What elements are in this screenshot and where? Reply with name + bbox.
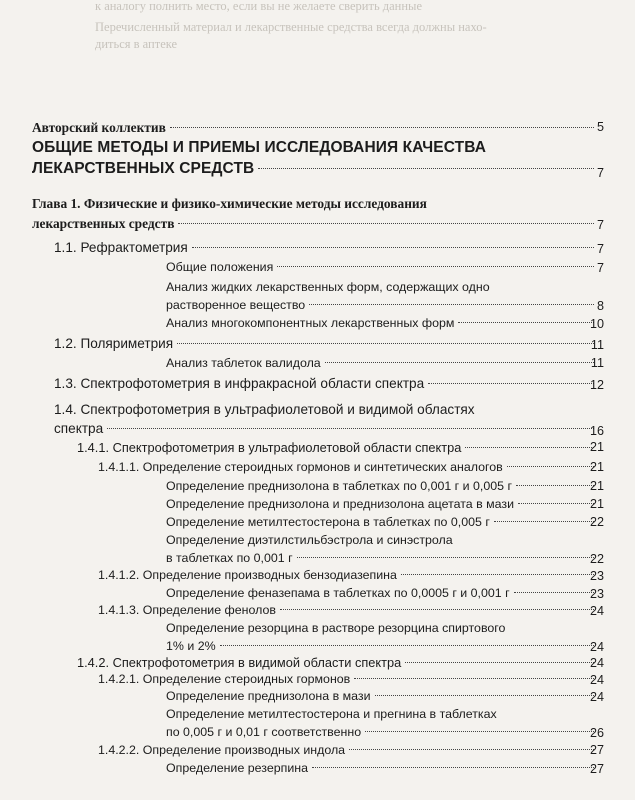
- toc-entry-title: Определение преднизолона в мази: [166, 689, 371, 703]
- toc-entry-title: 1.4.1.1. Определение стероидных гормонов и синтетических аналогов: [98, 460, 503, 474]
- toc-entry-resorcinol[interactable]: [166, 639, 598, 653]
- dot-leader: [354, 678, 594, 679]
- toc-page-number: 23: [589, 587, 604, 601]
- dot-leader: [405, 662, 594, 663]
- dot-leader: [178, 223, 594, 224]
- toc-entry-1-1-liquid[interactable]: [166, 298, 598, 312]
- toc-entry-1-2-validol[interactable]: [166, 356, 598, 370]
- toc-entry-pregnin[interactable]: [166, 725, 598, 739]
- toc-entry-resorcinol-line1[interactable]: Определение резорцина в растворе резорцина спиртового: [166, 621, 506, 635]
- toc-page-number: 21: [589, 440, 604, 454]
- dot-leader: [375, 695, 595, 696]
- toc-entry-title: Анализ многокомпонентных лекарственных форм: [166, 316, 455, 330]
- toc-entry-title: Определение метилтестостерона в таблетках по 0,005 г: [166, 515, 490, 529]
- toc-entry-title-line2: 1% и 2%: [166, 639, 216, 653]
- dot-leader: [309, 304, 594, 305]
- toc-entry-title: 1.1. Рефрактометрия: [54, 240, 188, 255]
- toc-entry-title: 1.4.1. Спектрофотометрия в ультрафиолетовой области спектра: [77, 440, 462, 455]
- toc-page-number: 24: [589, 673, 604, 687]
- toc-entry-title: Определение преднизолона и преднизолона ацетата в мази: [166, 497, 515, 511]
- toc-page-number: 27: [589, 762, 604, 776]
- toc-entry-phenazepam[interactable]: [166, 586, 598, 600]
- ghost-line: Перечисленный материал и лекарственные средства всегда должны нахо-: [95, 20, 487, 34]
- toc-page-number: 26: [589, 726, 604, 740]
- toc-page-number: 11: [590, 356, 604, 370]
- toc-entry-diethylstilbestrol[interactable]: [166, 551, 598, 565]
- toc-page-number: 27: [589, 743, 604, 757]
- dot-leader: [258, 168, 594, 169]
- toc-entry-1-4-1-1[interactable]: [98, 460, 598, 474]
- toc-entry-part[interactable]: [32, 160, 598, 178]
- toc-entry-title: Авторский коллектив: [32, 120, 166, 135]
- toc-entry-1-3[interactable]: [54, 376, 598, 391]
- ghost-line: диться в аптеке: [95, 37, 178, 51]
- toc-entry-1-4-2-1[interactable]: [98, 672, 598, 686]
- toc-entry-1-1-multicomponent[interactable]: [166, 316, 598, 330]
- toc-entry-1-1-liquid-line1[interactable]: Анализ жидких лекарственных форм, содержащих одно: [166, 280, 490, 294]
- toc-entry-1-4-line1[interactable]: 1.4. Спектрофотометрия в ультрафиолетовой и видимой областях: [54, 402, 475, 417]
- toc-page-number: 8: [596, 299, 604, 313]
- dot-leader: [297, 557, 594, 558]
- dot-leader: [325, 362, 594, 363]
- toc-entry-title: 1.3. Спектрофотометрия в инфракрасной области спектра: [54, 376, 425, 391]
- toc-page-number: 23: [589, 569, 604, 583]
- toc-entry-1-2[interactable]: [54, 336, 598, 351]
- dot-leader: [312, 767, 594, 768]
- toc-entry-title: Общие положения: [166, 260, 274, 274]
- toc-entry-title: Определение преднизолона в таблетках по 0,001 г и 0,005 г: [166, 479, 512, 493]
- dot-leader: [428, 383, 594, 384]
- toc-entry-title: 1.4.1.2. Определение производных бензодиазепина: [98, 568, 397, 582]
- toc-entry-reserpine[interactable]: [166, 761, 598, 775]
- toc-page-number: 5: [596, 120, 604, 134]
- toc-page-number: 10: [589, 317, 604, 331]
- toc-page-number: 22: [589, 552, 604, 566]
- toc-entry-title-line2: спектра: [54, 421, 104, 436]
- toc-entry-title-line2: в таблетках по 0,001 г: [166, 551, 293, 565]
- toc-part-title-line1[interactable]: ОБЩИЕ МЕТОДЫ И ПРИЕМЫ ИССЛЕДОВАНИЯ КАЧЕСТВА: [32, 139, 487, 156]
- toc-entry-chapter-1[interactable]: [32, 216, 598, 232]
- toc-entry-pregnin-line1[interactable]: Определение метилтестостерона и прегнина в таблетках: [166, 707, 497, 721]
- toc-entry-1-4-1[interactable]: [77, 440, 598, 455]
- toc-page-number: 7: [596, 218, 604, 232]
- toc-page-number: 24: [589, 604, 604, 618]
- toc-page-number: 7: [596, 261, 604, 275]
- toc-page-number: 21: [589, 497, 604, 511]
- toc-entry-prednisolone-tablets[interactable]: [166, 479, 598, 493]
- toc-entry-title: Анализ таблеток валидола: [166, 356, 321, 370]
- toc-part-title-line2: ЛЕКАРСТВЕННЫХ СРЕДСТВ: [32, 160, 255, 177]
- toc-entry-title: Определение феназепама в таблетках по 0,0005 г и 0,001 г: [166, 586, 510, 600]
- toc-page-number: 16: [589, 424, 604, 438]
- dot-leader: [365, 731, 594, 732]
- toc-entry-1-4[interactable]: [54, 421, 598, 436]
- toc-entry-title: 1.2. Поляриметрия: [54, 336, 174, 351]
- toc-page-number: 11: [590, 338, 604, 352]
- toc-entry-title: Определение резерпина: [166, 761, 308, 775]
- toc-entry-prednisolone-ointment-visible[interactable]: [166, 689, 598, 703]
- toc-entry-title: 1.4.2. Спектрофотометрия в видимой области спектра: [77, 655, 402, 670]
- toc-entry-diethylstilbestrol-line1[interactable]: Определение диэтилстильбэстрола и синэстрола: [166, 533, 453, 547]
- dot-leader: [170, 127, 594, 128]
- dot-leader: [280, 609, 594, 610]
- dot-leader: [220, 645, 594, 646]
- dot-leader: [349, 749, 594, 750]
- toc-page-number: 7: [596, 166, 604, 180]
- toc-page-number: 12: [589, 378, 604, 392]
- toc-chapter-title-line1[interactable]: Глава 1. Физические и физико-химические методы исследования: [32, 196, 427, 211]
- toc-entry-1-4-1-2[interactable]: [98, 568, 598, 582]
- toc-chapter-title-line2: лекарственных средств: [32, 216, 175, 231]
- ghost-line: к аналогу полнить место, если вы не желаете сверить данные: [95, 0, 423, 13]
- toc-entry-title: 1.4.2.2. Определение производных индола: [98, 743, 346, 757]
- toc-entry-1-4-1-3[interactable]: [98, 603, 598, 617]
- toc-page-number: 24: [589, 640, 604, 654]
- toc-entry-authors[interactable]: [32, 120, 598, 136]
- toc-entry-1-4-2-2[interactable]: [98, 743, 598, 757]
- dot-leader: [401, 574, 594, 575]
- dot-leader: [192, 247, 594, 248]
- dot-leader: [107, 428, 594, 429]
- dot-leader: [277, 266, 594, 267]
- toc-entry-1-4-2[interactable]: [77, 655, 598, 670]
- toc-page-number: 21: [589, 460, 604, 474]
- toc-entry-title: 1.4.1.3. Определение фенолов: [98, 603, 276, 617]
- toc-entry-methyltestosterone[interactable]: [166, 515, 598, 529]
- toc-entry-prednisolone-ointment[interactable]: [166, 497, 598, 511]
- toc-entry-title-line2: по 0,005 г и 0,01 г соответственно: [166, 725, 362, 739]
- toc-entry-title: 1.4.2.1. Определение стероидных гормонов: [98, 672, 351, 686]
- toc-entry-1-1[interactable]: [54, 240, 598, 255]
- toc-page-number: 21: [589, 479, 604, 493]
- toc-page-number: 24: [589, 656, 604, 670]
- toc-page-number: 22: [589, 515, 604, 529]
- toc-entry-1-1-general[interactable]: [166, 260, 598, 274]
- toc-entry-title-line2: растворенное вещество: [166, 298, 306, 312]
- dot-leader: [177, 343, 594, 344]
- toc-page-number: 24: [589, 690, 604, 704]
- toc-page-number: 7: [596, 242, 604, 256]
